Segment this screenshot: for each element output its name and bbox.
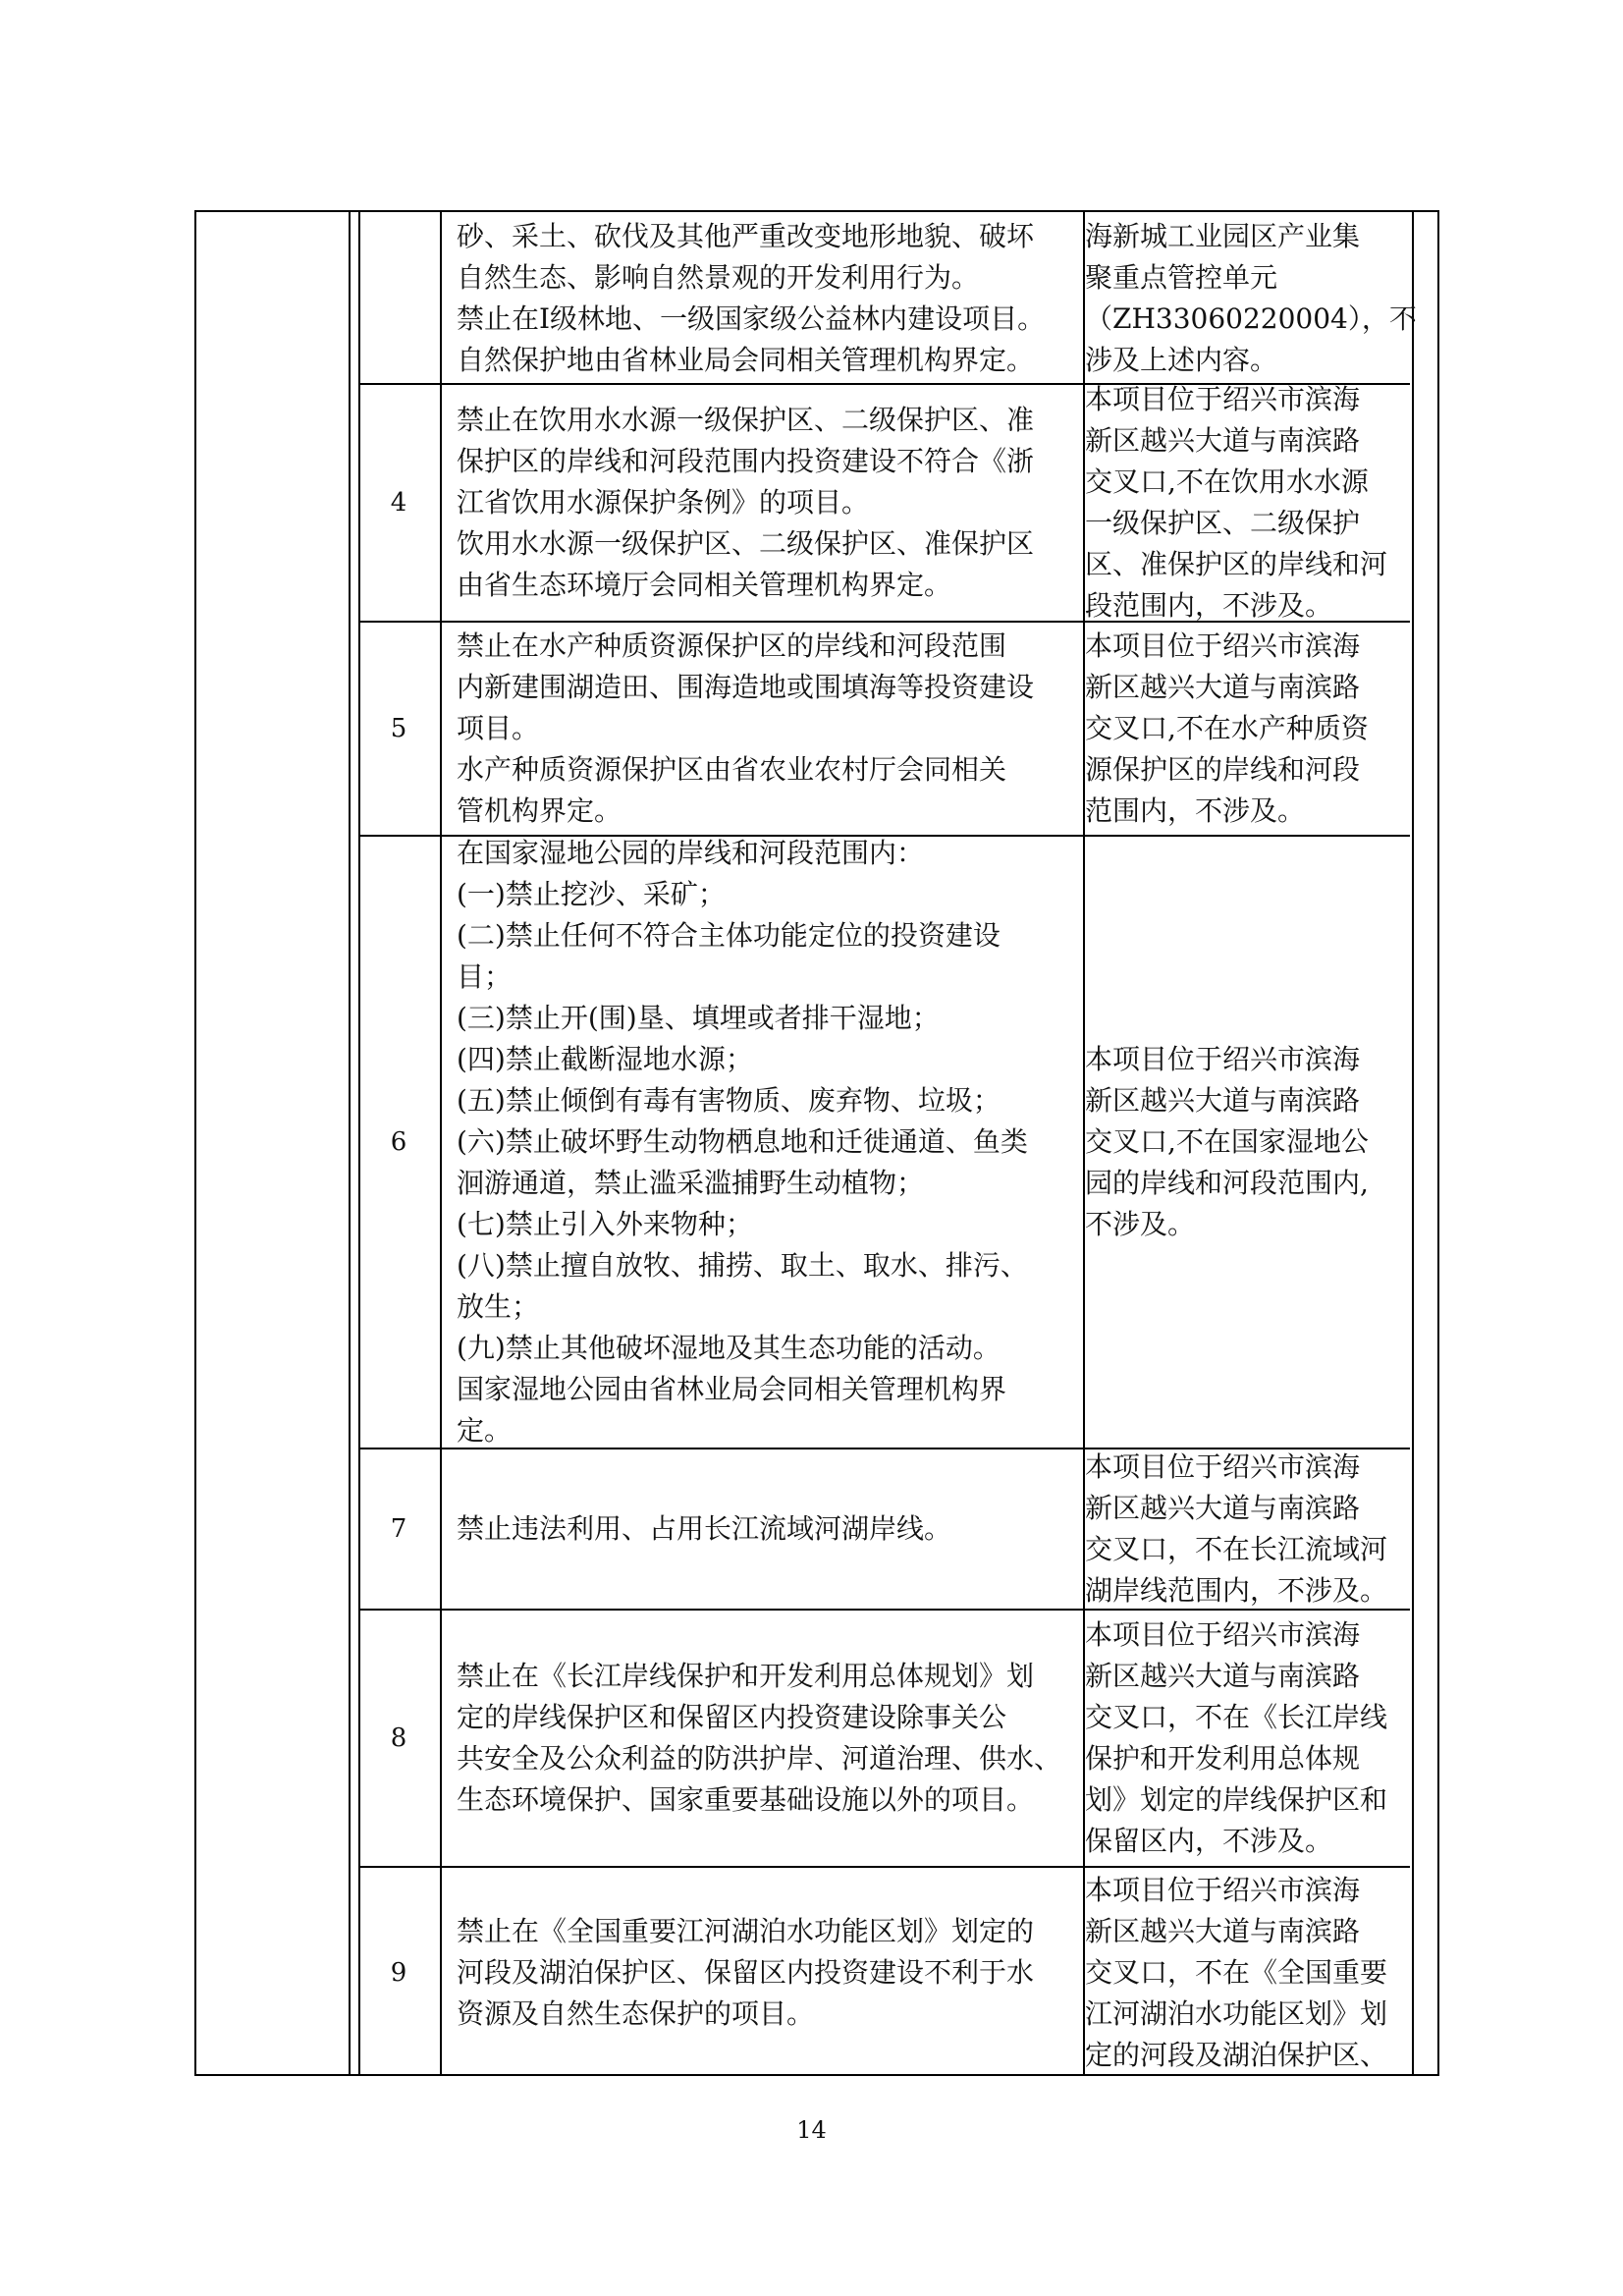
result-line: 海新城工业园区产业集 [1085,220,1361,252]
result-line: 本项目位于绍兴市滨海 [1085,1874,1361,1906]
requirement-line: 放生； [457,1290,540,1323]
result-line: 本项目位于绍兴市滨海 [1085,1450,1361,1483]
requirement-line: 洄游通道，禁止滥采滥捕野生动植物； [457,1167,925,1199]
requirement-line: 河段及湖泊保护区、保留区内投资建设不利于水 [457,1956,1035,1989]
requirement-line: 禁止在饮用水水源一级保护区、二级保护区、准 [457,404,1035,436]
compliance-result [1085,385,1411,621]
requirement-line: 由省生态环境厅会同相关管理机构界定。 [457,569,952,601]
table-row [358,1868,1410,2078]
result-line: 交叉口,不在国家湿地公 [1085,1125,1369,1158]
result-line: 本项目位于绍兴市滨海 [1085,1618,1361,1651]
regulation-table [194,210,1439,2076]
requirement-line: (九)禁止其他破坏湿地及其生态功能的活动。 [457,1332,1001,1364]
requirement-line: 定的岸线保护区和保留区内投资建设除事关公 [457,1701,1007,1733]
result-line: 本项目位于绍兴市滨海 [1085,383,1361,415]
result-line: 园的岸线和河段范围内, [1085,1167,1369,1199]
result-line: 划》划定的岸线保护区和 [1085,1783,1388,1816]
row-number: 9 [390,1958,407,1988]
result-line: 新区越兴大道与南滨路 [1085,1660,1361,1692]
result-line: 定的河段及湖泊保护区、 [1085,2039,1388,2071]
compliance-result [1085,623,1411,835]
result-line: 本项目位于绍兴市滨海 [1085,629,1361,662]
requirement-line: 在国家湿地公园的岸线和河段范围内： [457,837,925,869]
result-line: 不涉及。 [1085,1208,1196,1240]
requirement-line: (五)禁止倾倒有毒有害物质、废弃物、垃圾； [457,1084,1001,1117]
page-number: 14 [796,2116,827,2144]
row-number: 8 [390,1723,407,1753]
requirement-line: 江省饮用水源保护条例》的项目。 [457,486,870,519]
requirement-line: (七)禁止引入外来物种； [457,1208,753,1240]
column-divider [1412,212,1414,2074]
compliance-result [1085,212,1417,383]
requirement-line: 禁止在《全国重要江河湖泊水功能区划》划定的 [457,1915,1035,1947]
row-number [358,212,439,383]
result-line: 湖岸线范围内，不涉及。 [1085,1574,1388,1607]
requirement-line: (三)禁止开(围)垦、填埋或者排干湿地； [457,1002,940,1034]
table-row [358,1611,1410,1868]
result-line: 一级保护区、二级保护 [1085,507,1361,539]
requirement-text [457,1611,1065,1866]
requirement-line: 目； [457,960,513,993]
requirement-line: 生态环境保护、国家重要基础设施以外的项目。 [457,1783,1035,1816]
requirement-line: 禁止在《长江岸线保护和开发利用总体规划》划 [457,1660,1035,1692]
result-line: 聚重点管控单元 [1085,261,1278,294]
requirement-line: 内新建围湖造田、围海造地或围填海等投资建设 [457,671,1035,703]
requirement-line: 管机构界定。 [457,794,622,827]
row-number: 4 [390,488,407,518]
requirement-line: 共安全及公众利益的防洪护岸、河道治理、供水、 [457,1742,1062,1775]
result-line: 涉及上述内容。 [1085,344,1278,376]
result-line: 保护和开发利用总体规 [1085,1742,1361,1775]
requirement-line: (二)禁止任何不符合主体功能定位的投资建设 [457,919,1001,952]
result-line: 区、准保护区的岸线和河 [1085,548,1388,580]
result-line: 新区越兴大道与南滨路 [1085,671,1361,703]
result-line: 源保护区的岸线和河段 [1085,753,1361,786]
result-line: 新区越兴大道与南滨路 [1085,1492,1361,1524]
result-line: 新区越兴大道与南滨路 [1085,1915,1361,1947]
result-line: 保留区内，不涉及。 [1085,1825,1333,1857]
compliance-result [1085,1611,1411,1866]
requirement-line: 自然生态、影响自然景观的开发利用行为。 [457,261,980,294]
requirement-line: 资源及自然生态保护的项目。 [457,1997,815,2030]
compliance-result [1085,1449,1411,1609]
requirement-line: 项目。 [457,712,540,744]
requirement-text [457,385,1065,621]
result-line: 新区越兴大道与南滨路 [1085,424,1361,457]
requirement-line: 禁止在I级林地、一级国家级公益林内建设项目。 [457,302,1046,335]
requirement-line: (四)禁止截断湿地水源； [457,1043,753,1075]
result-line: 交叉口，不在《全国重要 [1085,1956,1388,1989]
requirement-line: 保护区的岸线和河段范围内投资建设不符合《浙 [457,445,1035,477]
result-line: 本项目位于绍兴市滨海 [1085,1043,1361,1075]
result-line: （ZH33060220004），不 [1085,302,1417,335]
requirement-line: 国家湿地公园由省林业局会同相关管理机构界 [457,1373,1007,1405]
requirement-line: (八)禁止擅自放牧、捕捞、取土、取水、排污、 [457,1249,1028,1282]
requirement-text [457,623,1065,835]
result-line: 新区越兴大道与南滨路 [1085,1084,1361,1117]
row-number: 6 [390,1127,407,1157]
requirement-line: 禁止违法利用、占用长江流域河湖岸线。 [457,1512,952,1545]
requirement-text [457,1868,1065,2078]
table-row [358,212,1417,385]
compliance-result [1085,837,1411,1448]
row-number: 5 [390,714,407,743]
result-line: 江河湖泊水功能区划》划 [1085,1997,1388,2030]
column-divider [349,212,351,2074]
requirement-line: 水产种质资源保护区由省农业农村厅会同相关 [457,753,1007,786]
requirement-text [457,212,1065,383]
result-line: 范围内，不涉及。 [1085,794,1306,827]
requirement-line: 自然保护地由省林业局会同相关管理机构界定。 [457,344,1035,376]
requirement-line: 定。 [457,1414,513,1447]
compliance-result [1085,1868,1411,2078]
table-row [358,1449,1410,1611]
result-line: 交叉口，不在长江流域河 [1085,1533,1388,1565]
requirement-line: (一)禁止挖沙、采矿； [457,878,726,910]
requirement-line: 禁止在水产种质资源保护区的岸线和河段范围 [457,629,1007,662]
result-line: 段范围内，不涉及。 [1085,589,1333,622]
result-line: 交叉口，不在《长江岸线 [1085,1701,1388,1733]
result-line: 交叉口,不在饮用水水源 [1085,465,1369,498]
requirement-line: (六)禁止破坏野生动物栖息地和迁徙通道、鱼类 [457,1125,1028,1158]
requirement-text [457,1449,1065,1609]
table-row [358,837,1410,1449]
result-line: 交叉口,不在水产种质资 [1085,712,1369,744]
table-row [358,385,1410,623]
table-row [358,623,1410,837]
requirement-text [457,837,1065,1448]
row-number: 7 [390,1514,407,1544]
requirement-line: 饮用水水源一级保护区、二级保护区、准保护区 [457,527,1035,560]
requirement-line: 砂、采土、砍伐及其他严重改变地形地貌、破坏 [457,220,1035,252]
